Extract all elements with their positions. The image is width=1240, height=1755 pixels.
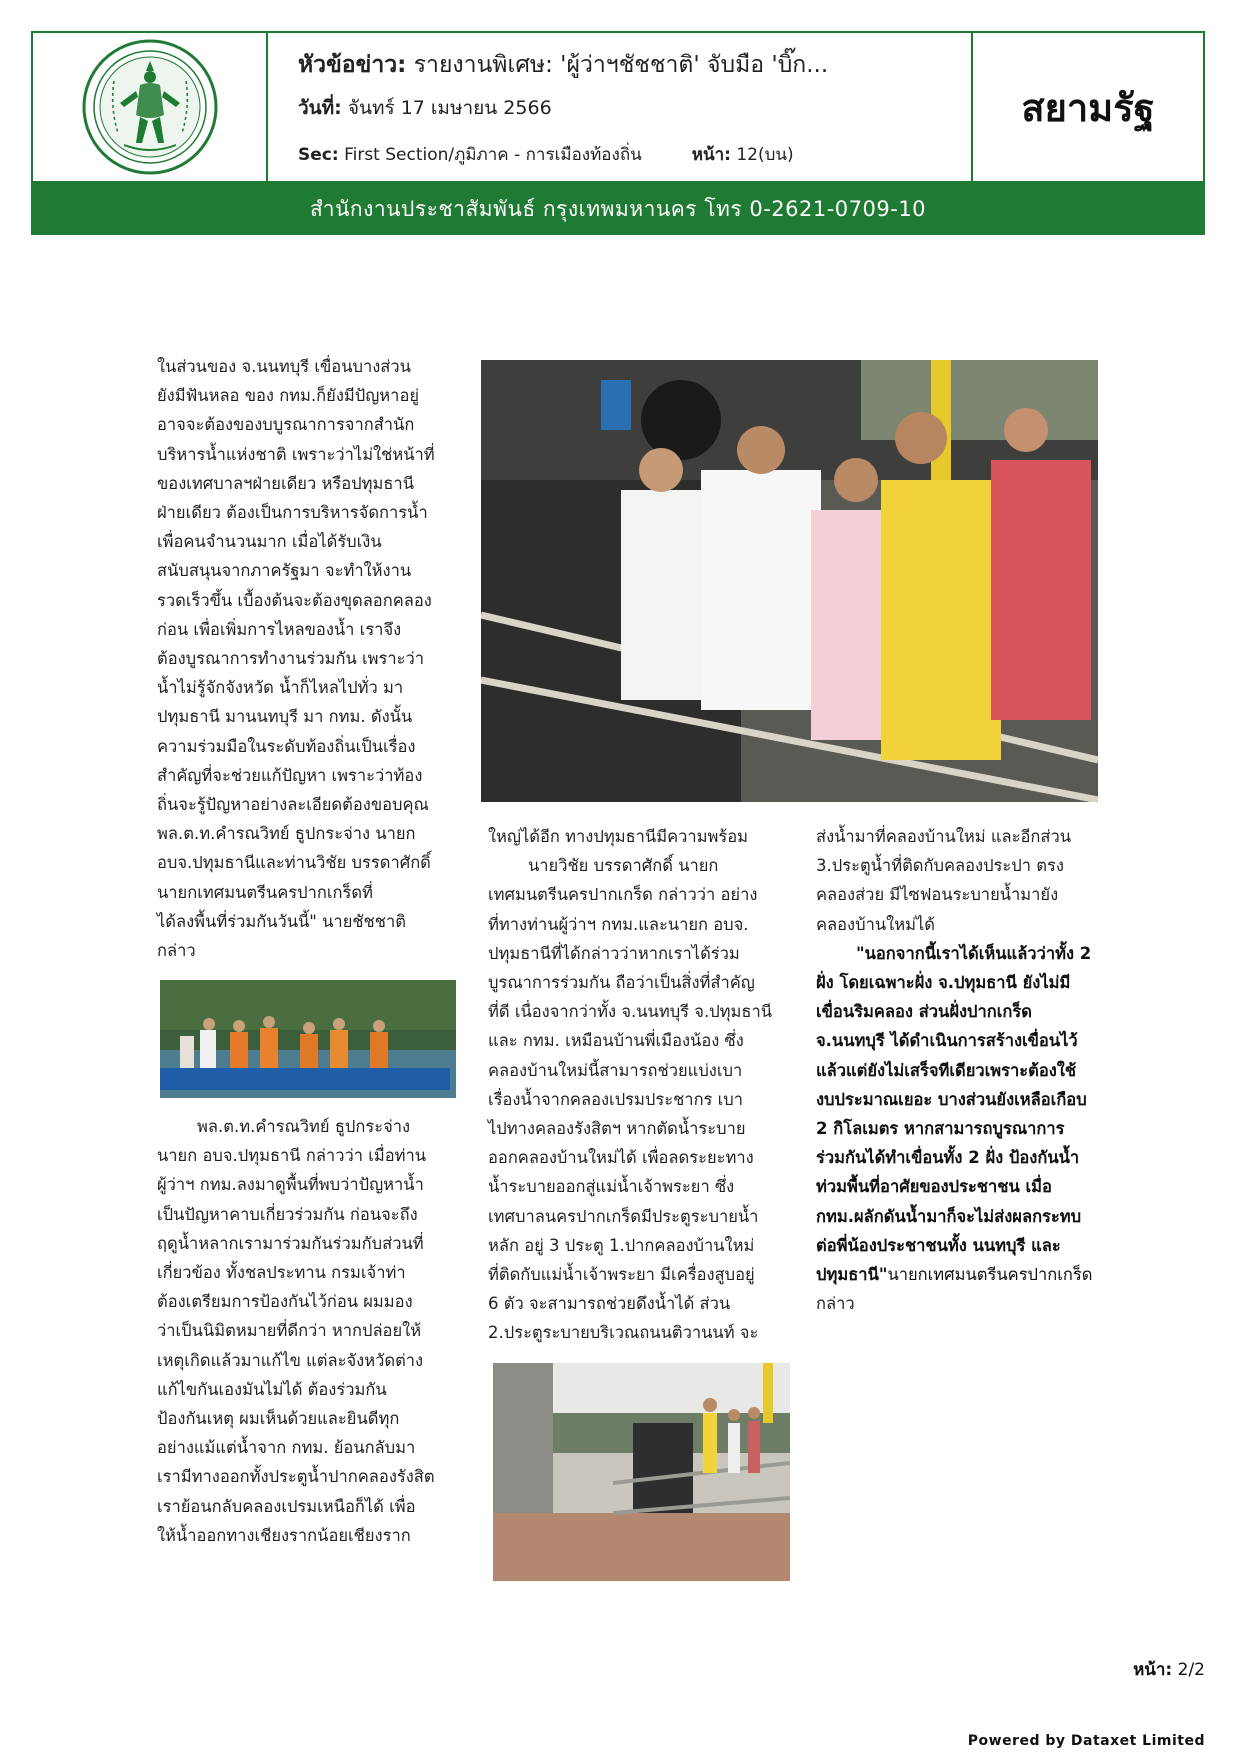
text-line: เรามีทางออกทั้งประตูน้ำปากคลองรังสิต [157, 1467, 435, 1487]
text-line: ต่อพี่น้องประชาชนทั้ง นนทบุรี และ [816, 1235, 1061, 1255]
clipping-header [31, 31, 1205, 183]
text-line: แล้วแต่ยังไม่เสร็จทีเดียวเพราะต้องใช้ [816, 1060, 1077, 1080]
text-line: เทศมนตรีนครปากเกร็ด กล่าวว่า อย่าง [488, 885, 758, 905]
pr-office-banner: สำนักงานประชาสัมพันธ์ กรุงเทพมหานคร โทร 0-2621-0709-10 [31, 183, 1205, 235]
section-line [298, 141, 971, 168]
text-line: ไปทางคลองรังสิตฯ หากตัดน้ำระบาย [488, 1119, 746, 1139]
text-line: "นอกจากนี้เราได้เห็นแล้วว่าทั้ง 2 [856, 943, 1092, 963]
text-line: เพื่อคนจำนวนมาก เมื่อได้รับเงิน [157, 532, 382, 552]
headline-label: หัวข้อข่าว: [298, 52, 407, 78]
date-text: จันทร์ 17 เมษายน 2566 [347, 97, 552, 119]
text-line: เป็นปัญหาคาบเกี่ยวร่วมกัน ก่อนจะถึง [157, 1204, 418, 1224]
text-line: นายกเทศมนตรีนครปากเกร็ดที่ [157, 882, 373, 902]
section-text: First Section/ภูมิภาค - การเมืองท้องถิ่น [344, 145, 642, 165]
text-line: คลองบ้านใหม่นี้สามารถช่วยแบ่งเบา [488, 1060, 743, 1080]
headline-text: รายงานพิเศษ: 'ผู้ว่าฯชัชชาติ' จับมือ 'บิ๊ก... [413, 52, 829, 78]
text-line: เราย้อนกลับคลองเปรมเหนือก็ได้ เพื่อ [157, 1496, 416, 1516]
text-line: น้ำไม่รู้จักจังหวัด น้ำก็ไหลไปทั่ว มา [157, 678, 404, 698]
text-line: ถิ่นจะรู้ปัญหาอย่างละเอียดต้องขอบคุณ [157, 795, 429, 815]
text-line: ความร่วมมือในระดับท้องถิ่นเป็นเรื่อง [157, 736, 416, 756]
text-line: เขื่อนริมคลอง ส่วนฝั่งปากเกร็ด [816, 1002, 1032, 1022]
text-line: สนับสนุนจากภาครัฐมา จะทำให้งาน [157, 561, 412, 581]
text-line: และ กทม. เหมือนบ้านพี่เมืองน้อง ซึ่ง [488, 1031, 744, 1051]
page-label: หน้า: [691, 145, 731, 165]
text-line: เทศบาลนครปากเกร็ดมีประตูระบายน้ำ [488, 1206, 759, 1226]
text-line: ใหญ่ได้อีก ทางปทุมธานีมีความพร้อม [488, 827, 749, 846]
page-text: 12(บน) [736, 145, 794, 165]
text-line: สำคัญที่จะช่วยแก้ปัญหา เพราะว่าท้อง [157, 765, 423, 785]
text-line: อาจจะต้องของบบูรณาการจากสำนัก [157, 415, 415, 435]
text-line: เกี่ยวข้อง ทั้งชลประทาน กรมเจ้าท่า [157, 1263, 406, 1283]
text-line: กล่าว [816, 1294, 855, 1314]
text-line: อบจ.ปทุมธานีและท่านวิชัย บรรดาศักดิ์ [157, 853, 431, 873]
text-line: 2.ประตูระบายบริเวณถนนติวานนท์ จะ [488, 1323, 759, 1343]
text-line: น้ำระบายออกสู่แม่น้ำเจ้าพระยา ซึ่ง [488, 1177, 735, 1197]
text-line: ที่ทางท่านผู้ว่าฯ กทม.และนายก อบจ. [488, 914, 749, 934]
text-line: ร่วมกันได้ทำเขื่อนทั้ง 2 ฝั่ง ป้องกันน้ำ [816, 1148, 1080, 1168]
headline-line [298, 47, 971, 83]
headline-info [268, 33, 973, 181]
text-line: ป้องกันเหตุ ผมเห็นด้วยและยินดีทุก [157, 1409, 400, 1429]
text-line: บูรณาการร่วมกัน ถือว่าเป็นสิ่งที่สำคัญ [488, 973, 755, 993]
column-1-bottom [157, 1112, 459, 1550]
text-line: ผู้ว่าฯ กทม.ลงมาดูพื้นที่พบว่าปัญหาน้ำ [157, 1175, 424, 1195]
text-line: ที่ติดกับแม่น้ำเจ้าพระยา มีเครื่องสูบอยู่ [488, 1265, 755, 1285]
date-label: วันที่: [298, 97, 342, 119]
text-line: พล.ต.ท.คำรณวิทย์ ธูปกระจ่าง [197, 1117, 411, 1136]
text-line: เหตุเกิดแล้วมาแก้ไข แต่ละจังหวัดต่าง [157, 1350, 424, 1370]
text-line: นายก อบจ.ปทุมธานี กล่าวว่า เมื่อท่าน [157, 1146, 427, 1166]
text-line: ให้น้ำออกทางเชียงรากน้อยเชียงราก [157, 1525, 411, 1545]
officials-at-floodgate-photo [481, 360, 1098, 802]
text-line: บริหารน้ำแห่งชาติ เพราะว่าไม่ใช่หน้าที่ [157, 444, 435, 464]
logo-cell [33, 33, 268, 181]
section-label: Sec: [298, 145, 339, 165]
text-line: ก่อน เพื่อเพิ่มการไหลของน้ำ เราจึง [157, 619, 402, 639]
text-line: คลองบ้านใหม่ได้ [816, 914, 935, 934]
text-line: ของเทศบาลฯฝ่ายเดียว หรือปทุมธานี [157, 473, 414, 493]
text-line: ท่วมพื้นที่อาศัยของประชาชน เมื่อ [816, 1177, 1052, 1197]
text-line: พล.ต.ท.คำรณวิทย์ ธูปกระจ่าง นายก [157, 824, 416, 844]
text-line: 2 กิโลเมตร หากสามารถบูรณาการ [816, 1119, 1065, 1139]
text-line: รวดเร็วขึ้น เบื้องต้นจะต้องขุดลอกคลอง [157, 590, 432, 610]
text-line: ปทุมธานี มานนทบุรี มา กทม. ดังนั้น [157, 707, 413, 727]
text-line: ฝ่ายเดียว ต้องเป็นการบริหารจัดการน้ำ [157, 503, 428, 523]
text-line: ที่ดี เนื่องจากว่าทั้ง จ.นนทบุรี จ.ปทุมธานี [488, 1002, 773, 1022]
page-number-value: 2/2 [1177, 1660, 1205, 1680]
officials-on-boat-photo [160, 980, 456, 1098]
text-line: ฤดูน้ำหลากเรามาร่วมกันร่วมกับส่วนที่ [157, 1233, 424, 1253]
text-line: ออกคลองบ้านใหม่ได้ เพื่อลดระยะทาง [488, 1148, 754, 1168]
newspaper-name: สยามรัฐ [1021, 85, 1155, 130]
date-line [298, 93, 971, 123]
column-3 [816, 822, 1118, 1318]
text-line: หลัก อยู่ 3 ประตู 1.ปากคลองบ้านใหม่ [488, 1235, 755, 1255]
text-line: ต้องบูรณาการทำงานร่วมกัน เพราะว่า [157, 649, 425, 669]
text-line: ปทุมธานีที่ได้กล่าวว่าหากเราได้ร่วม [488, 943, 740, 963]
text-line: ในส่วนของ จ.นนทบุรี เขื่อนบางส่วน [157, 357, 411, 376]
text-line: กทม.ผลักดันน้ำมาก็จะไม่ส่งผลกระทบ [816, 1206, 1082, 1226]
page-number-label: หน้า: [1133, 1660, 1173, 1680]
text-line: ต้องเตรียมการป้องกันไว้ก่อน ผมมอง [157, 1292, 413, 1312]
text-line: ปทุมธานี"นายกเทศมนตรีนครปากเกร็ด [816, 1265, 1093, 1285]
text-line: 6 ตัว จะสามารถช่วยดึงน้ำได้ ส่วน [488, 1294, 731, 1314]
text-line: ว่าเป็นนิมิตหมายที่ดีกว่า หากปล่อยให้ [157, 1321, 422, 1341]
page-number [1133, 1656, 1205, 1683]
text-line: ฝั่ง โดยเฉพาะฝั่ง จ.ปทุมธานี ยังไม่มี [816, 973, 1071, 993]
text-line: ส่งน้ำมาที่คลองบ้านใหม่ และอีกส่วน [816, 827, 1072, 846]
text-line: แก้ไขกันเองมันไม่ได้ ต้องร่วมกัน [157, 1379, 387, 1399]
powered-by: Powered by Dataxet Limited [967, 1733, 1205, 1749]
officials-at-pump-station-photo [493, 1363, 790, 1581]
speaker-attribution: นายกเทศมนตรีนครปากเกร็ด [887, 1265, 1093, 1285]
text-line: กล่าว [157, 941, 196, 961]
text-line: คลองส่วย มีไซฟอนระบายน้ำมายัง [816, 885, 1059, 905]
text-line: เรื่องน้ำจากคลองเปรมประชากร เบา [488, 1089, 744, 1109]
text-line: อย่างแม้แต่น้ำจาก กทม. ย้อนกลับมา [157, 1438, 416, 1458]
text-line: จ.นนทบุรี ได้ดำเนินการสร้างเขื่อนไว้ [816, 1031, 1078, 1051]
text-line: นายวิชัย บรรดาศักดิ์ นายก [528, 856, 719, 876]
column-2 [488, 822, 792, 1348]
bangkok-seal-icon [80, 37, 220, 177]
column-1-top [157, 352, 459, 965]
text-line: ยังมีฟันหลอ ของ กทม.ก็ยังมีปัญหาอยู่ [157, 386, 420, 406]
text-line: งบประมาณเยอะ บางส่วนยังเหลือเกือบ [816, 1089, 1087, 1109]
text-line: ได้ลงพื้นที่ร่วมกันวันนี้" นายชัชชาติ [157, 911, 406, 931]
text-line: 3.ประตูน้ำที่ติดกับคลองประปา ตรง [816, 856, 1064, 876]
